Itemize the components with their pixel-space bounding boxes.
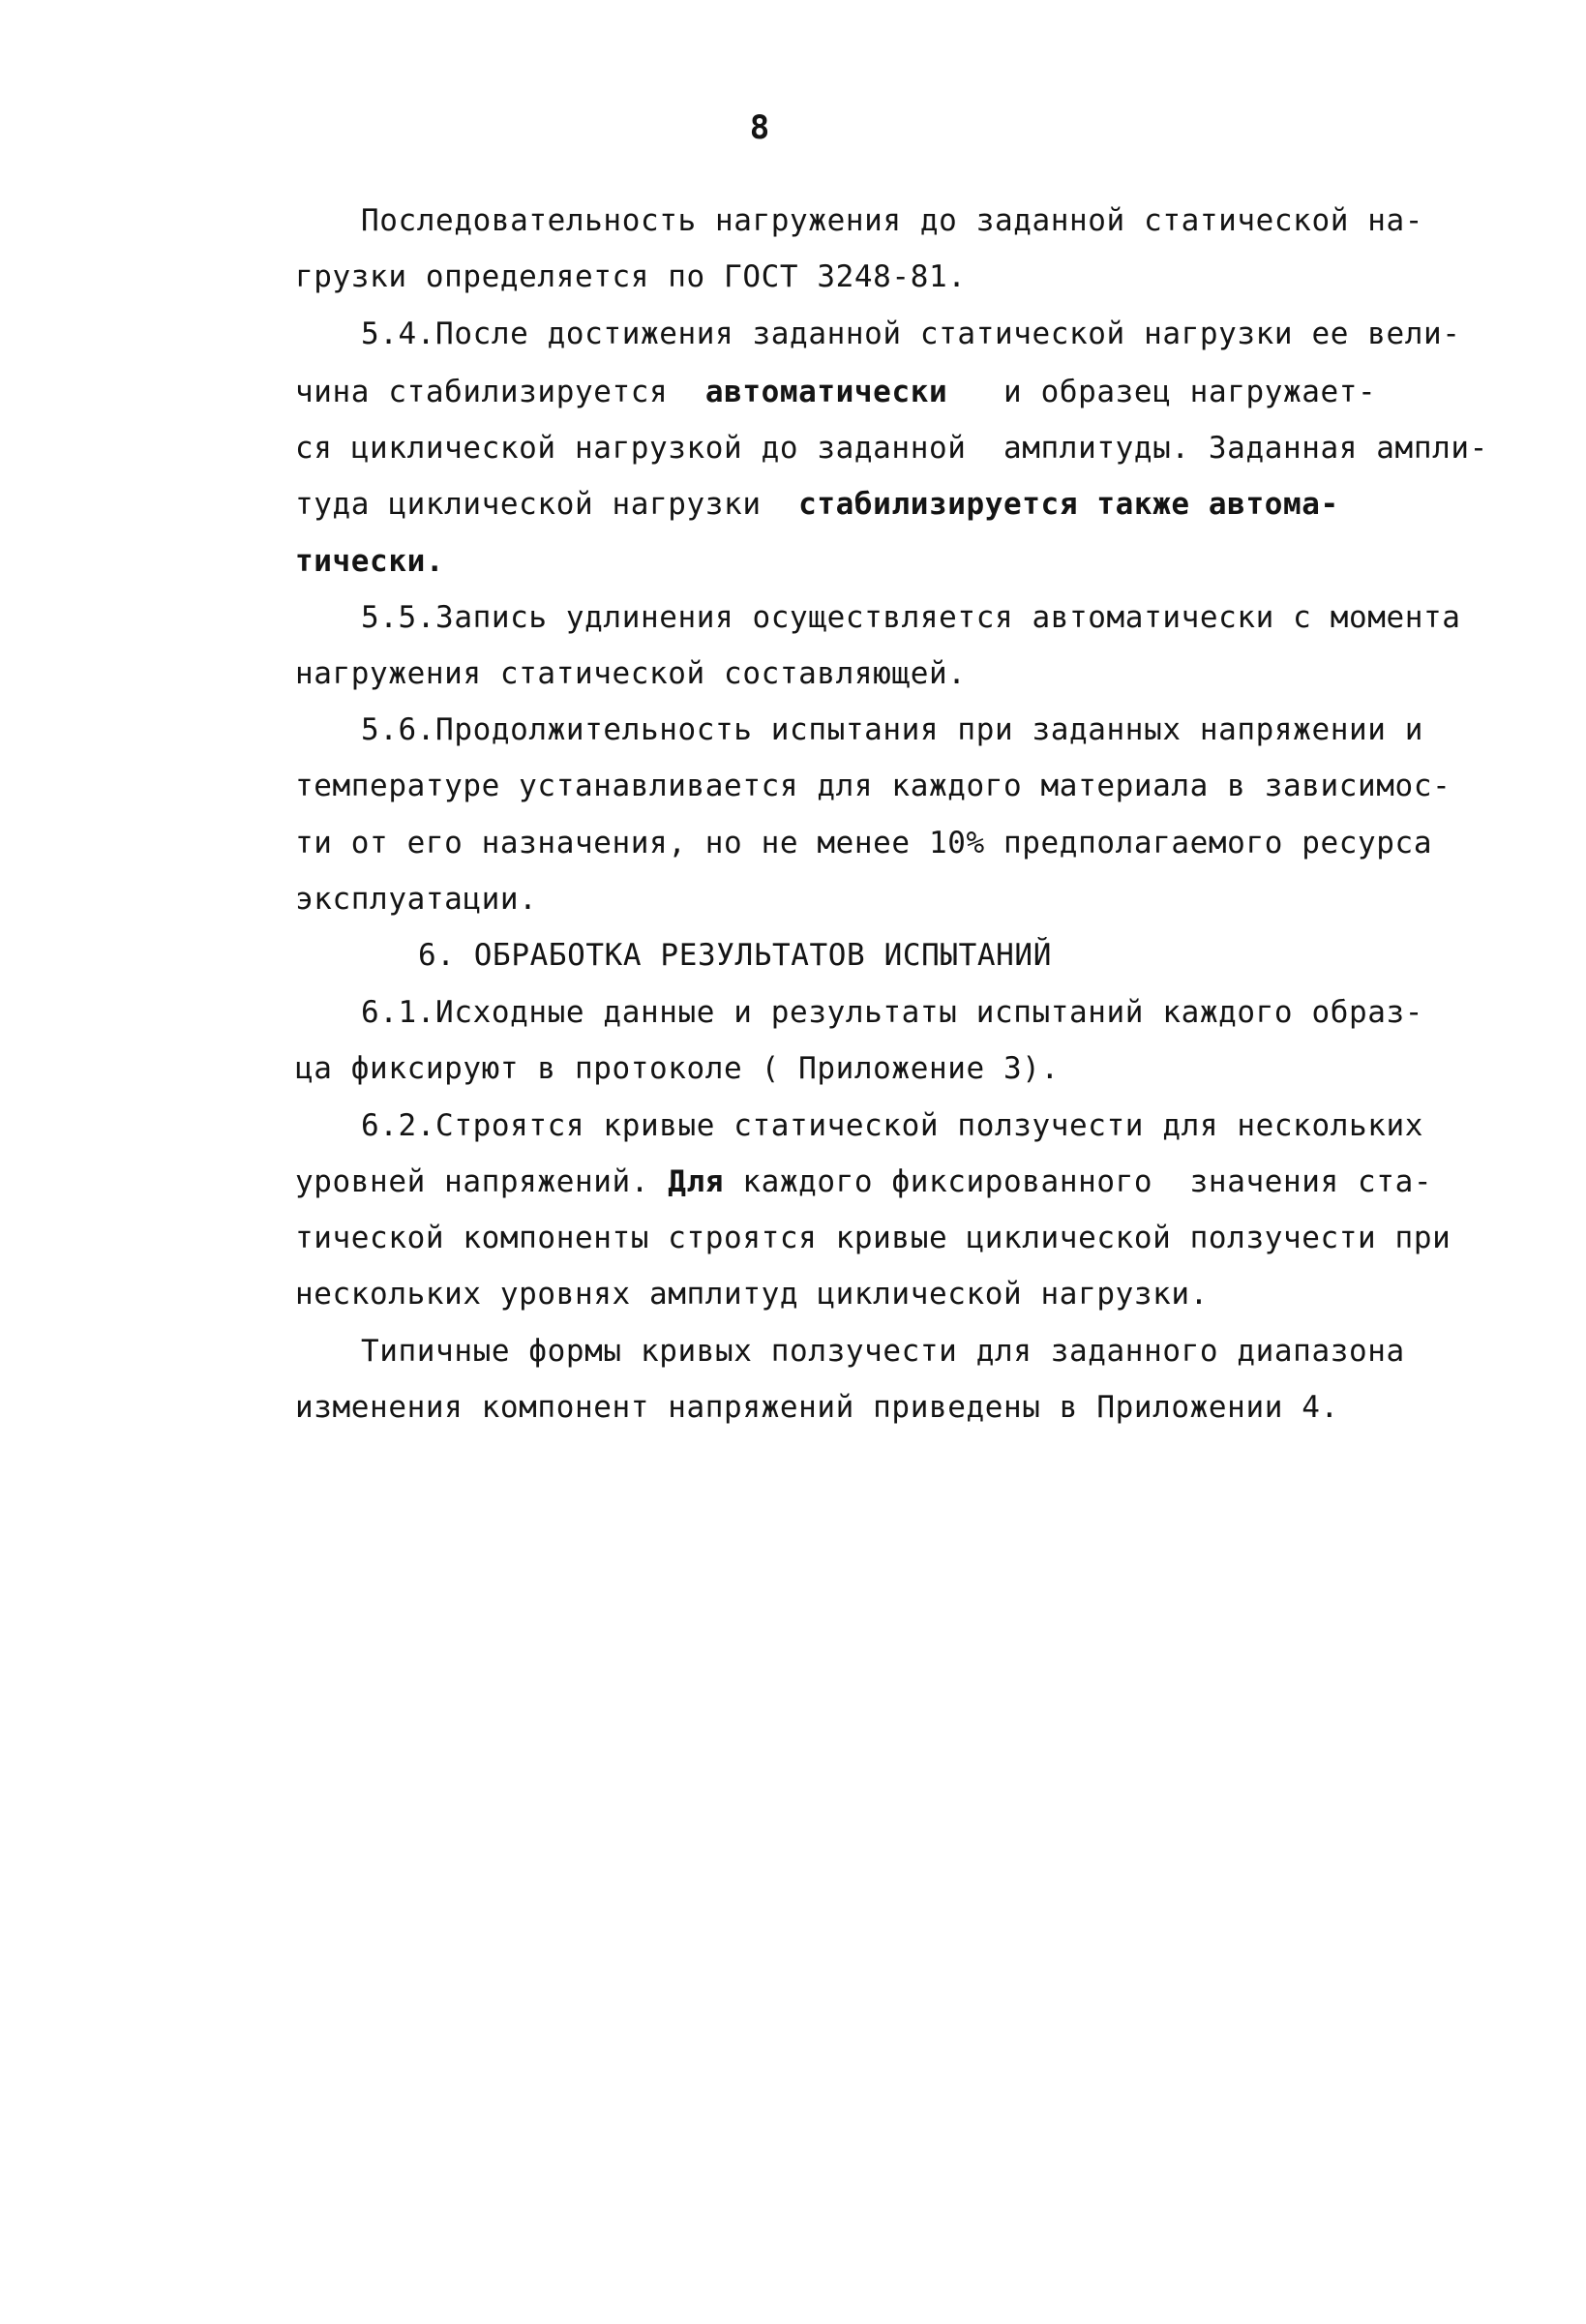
p-6-2-line-3 [295,1219,1451,1257]
p-5-4-line-5 [295,542,444,581]
text-run: 5.6.Продолжительность испытания при заданных напряжении и [361,712,1424,747]
text-run: эксплуатации. [295,882,538,917]
bold-text: стабилизируется также автома- [798,487,1339,522]
p-5-6-line-4 [295,880,537,919]
p-5-6-line-3 [295,824,1432,862]
text-run: ся циклической нагрузкой до заданной амплитуды. Заданная ампли- [295,431,1488,466]
p-typical-line-2 [295,1388,1339,1427]
text-run: 5.5.Запись удлинения осуществляется автоматически с момента [361,600,1461,635]
text-run: туда циклической нагрузки [295,487,799,522]
text-run: уровней напряжений. [295,1164,669,1199]
bold-text: тически. [295,544,445,579]
p-5-4-line-3 [295,429,1488,468]
p-6-2-line-4 [295,1275,1209,1313]
p-5-4-line-1 [361,315,1461,353]
p-6-1-line-2 [295,1049,1060,1088]
bold-text: автоматически [704,375,948,409]
section-6-heading-line-1 [418,936,1052,975]
text-run: тической компоненты строятся кривые циклической ползучести при [295,1221,1451,1255]
p-5-5-line-1 [361,598,1461,637]
p-6-1-line-1 [361,993,1423,1032]
text-run: каждого фиксированного значения ста- [724,1164,1433,1199]
text-run: грузки определяется по ГОСТ 3248-81. [295,259,967,294]
p-6-2-line-1 [361,1106,1423,1145]
text-run: Последовательность нагружения до заданной статической на- [361,203,1424,238]
text-run: и образец нагружает- [947,375,1377,409]
p-5-6-line-2 [295,767,1451,805]
p-5-5-line-2 [295,654,967,693]
page-number: 8 [749,108,771,147]
p-5-6-line-1 [361,710,1423,749]
text-run: 5.4.После достижения заданной статической нагрузки ее вели- [361,317,1461,351]
p-5-4-line-2 [295,373,1376,411]
bold-text: Для [668,1164,725,1199]
text-run: 6.2.Строятся кривые статической ползучести для нескольких [361,1108,1424,1143]
text-run: нагружения статической составляющей. [295,656,967,691]
text-run: ца фиксируют в протоколе ( Приложение 3). [295,1051,1060,1086]
text-run: нескольких уровнях амплитуд циклической нагрузки. [295,1277,1209,1312]
text-run: чина стабилизируется [295,375,705,409]
text-run: 6.1.Исходные данные и результаты испытаний каждого образ- [361,995,1424,1030]
text-run: температуре устанавливается для каждого материала в зависимос- [295,769,1451,803]
p-typical-line-1 [361,1332,1405,1371]
text-run: ти от его назначения, но не менее 10% предполагаемого ресурса [295,826,1433,860]
p-6-2-line-2 [295,1162,1432,1201]
p-sequence-line-2 [295,257,967,296]
text-run: изменения компонент напряжений приведены в Приложении 4. [295,1390,1339,1425]
text-run: Типичные формы кривых ползучести для заданного диапазона [361,1334,1405,1369]
text-run: 6. ОБРАБОТКА РЕЗУЛЬТАТОВ ИСПЫТАНИЙ [418,938,1052,973]
p-sequence-line-1 [361,201,1423,240]
p-5-4-line-4 [295,485,1339,524]
